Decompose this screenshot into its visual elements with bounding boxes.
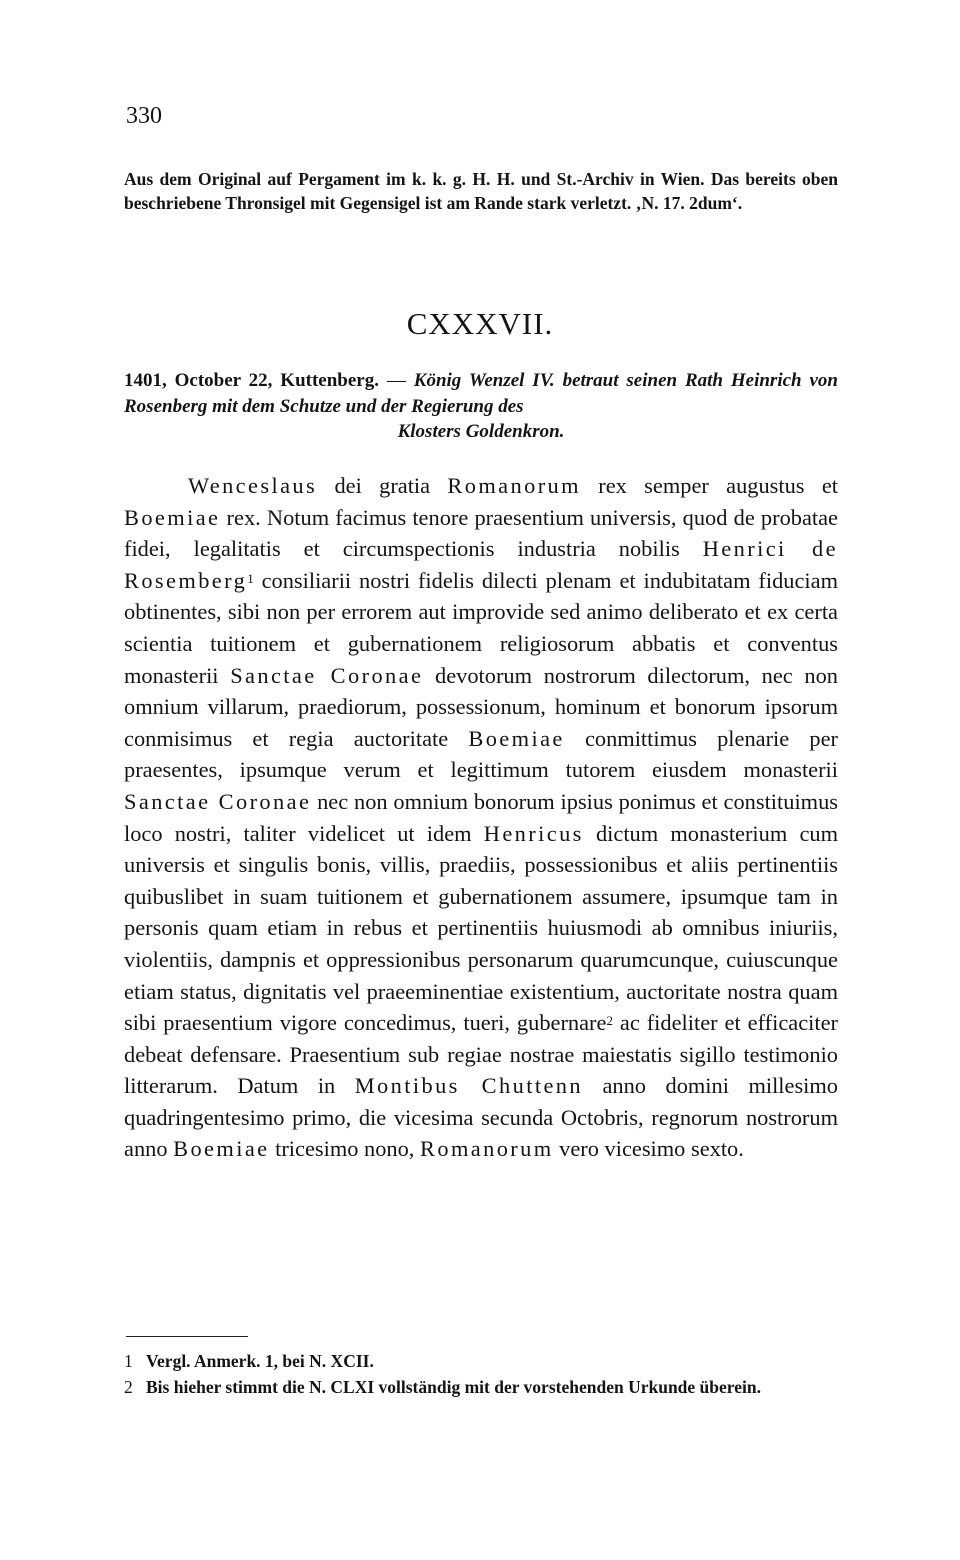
name-henricus: Henricus (483, 820, 584, 846)
regest-summary-text: König Wenzel IV. betraut seinen Rath Heinrich von Rosenberg mit dem Schutze und der Regierung des (124, 370, 838, 417)
text-run: dei gratia (317, 473, 448, 498)
footnote-ref-2[interactable]: 2 (606, 1013, 613, 1029)
footnote-divider (126, 1336, 248, 1337)
footnote-ref-1[interactable]: 1 (247, 570, 254, 586)
regest-summary (124, 368, 838, 445)
charter-text (124, 470, 838, 1165)
name-romanorum: Romanorum (447, 473, 581, 498)
footnote-text: Vergl. Anmerk. 1, bei N. XCII. (146, 1351, 374, 1371)
footnote-mark: 1 (124, 1351, 133, 1371)
footnote-1 (124, 1349, 838, 1375)
name-wenceslaus: Wenceslaus (188, 473, 318, 498)
name-boemiae: Boemiae (173, 1136, 270, 1162)
name-montibus-chuttenn: Montibus Chuttenn (354, 1073, 583, 1099)
page-number: 330 (126, 103, 162, 129)
text-run: ac fideliter et efficaciter debeat defensare. Praesentium sub regiae nostrae maiestatis sigillo testimonio litterarum. Datum in (124, 1010, 838, 1099)
name-henrici-de-rosemberg: Henrici de Rosemberg (124, 536, 838, 593)
name-sanctae-coronae: Sanctae Coronae (124, 788, 312, 814)
text-run: vero vicesimo sexto. (553, 1136, 744, 1162)
regest-summary-end: Klosters Goldenkron. (397, 421, 565, 442)
text-run: tricesimo nono, (269, 1136, 421, 1162)
name-boemiae: Boemiae (124, 504, 221, 530)
document-number-heading: CXXXVII. (406, 306, 554, 341)
source-note: Aus dem Original auf Pergament im k. k. g. H. H. und St.-Archiv in Wien. Das bereits oben beschriebene Thronsigel mit Gegensigel ist am Rande stark verletzt. ‚N. 17. 2dum‘. (124, 169, 838, 213)
regest-date-place: 1401, October 22, Kuttenberg. (124, 370, 379, 391)
text-run: rex semper augustus et (580, 473, 838, 498)
text-run: devotorum nostrorum dilectorum, nec non omnium villarum, praediorum, possessionum, hominum et bonorum ipsorum conmisimus et regia auctoritate (124, 662, 838, 751)
name-sanctae-coronae: Sanctae Coronae (230, 662, 424, 688)
text-run: nec non omnium bonorum ipsius ponimus et constituimus loco nostri, taliter videlicet ut idem (124, 788, 838, 846)
footnote-text: Bis hieher stimmt die N. CLXI vollständig mit der vorstehenden Urkunde überein. (146, 1376, 761, 1397)
text-run: rex. Notum facimus tenore praesentium universis, quod de probatae fidei, legalitatis et circumspectionis industria nobilis (124, 504, 838, 562)
footnotes (124, 1349, 838, 1400)
footnote-2 (124, 1375, 838, 1401)
regest-dash: — (386, 370, 406, 391)
text-run: consiliarii nostri fidelis dilecti plenam et indubitatam fiduciam obtinentes, sibi non per errorem aut improvide sed animo deliberato et ex certa scientia tuitionem et gubernationem religiosorum abbatis et conventus monasterii (124, 567, 838, 688)
text-run: conmittimus plenarie per praesentes, ipsumque verum et legittimum tutorem eiusdem monasterii (124, 725, 838, 783)
footnote-mark: 2 (124, 1376, 133, 1397)
name-boemiae: Boemiae (468, 725, 565, 751)
name-romanorum: Romanorum (420, 1136, 554, 1162)
text-run: anno domini millesimo quadringentesimo primo, die vicesima secunda Octobris, regnorum nostrorum anno (124, 1073, 839, 1162)
text-run: dictum monasterium cum universis et singulis bonis, villis, praediis, possessionibus et aliis pertinentiis quibuslibet in suam tuitionem et gubernationem assumere, ipsumque tam in personis quam etiam in rebus et pertinentiis huiusmodi ab omnibus iniuriis, violentiis, dampnis et oppressionibus personarum quarumcunque, cuiuscunque etiam status, dignitatis vel praeeminentiae existentium, auctoritate nostra quam sibi praesentium vigore concedimus, tueri, gubernare (124, 820, 838, 1036)
